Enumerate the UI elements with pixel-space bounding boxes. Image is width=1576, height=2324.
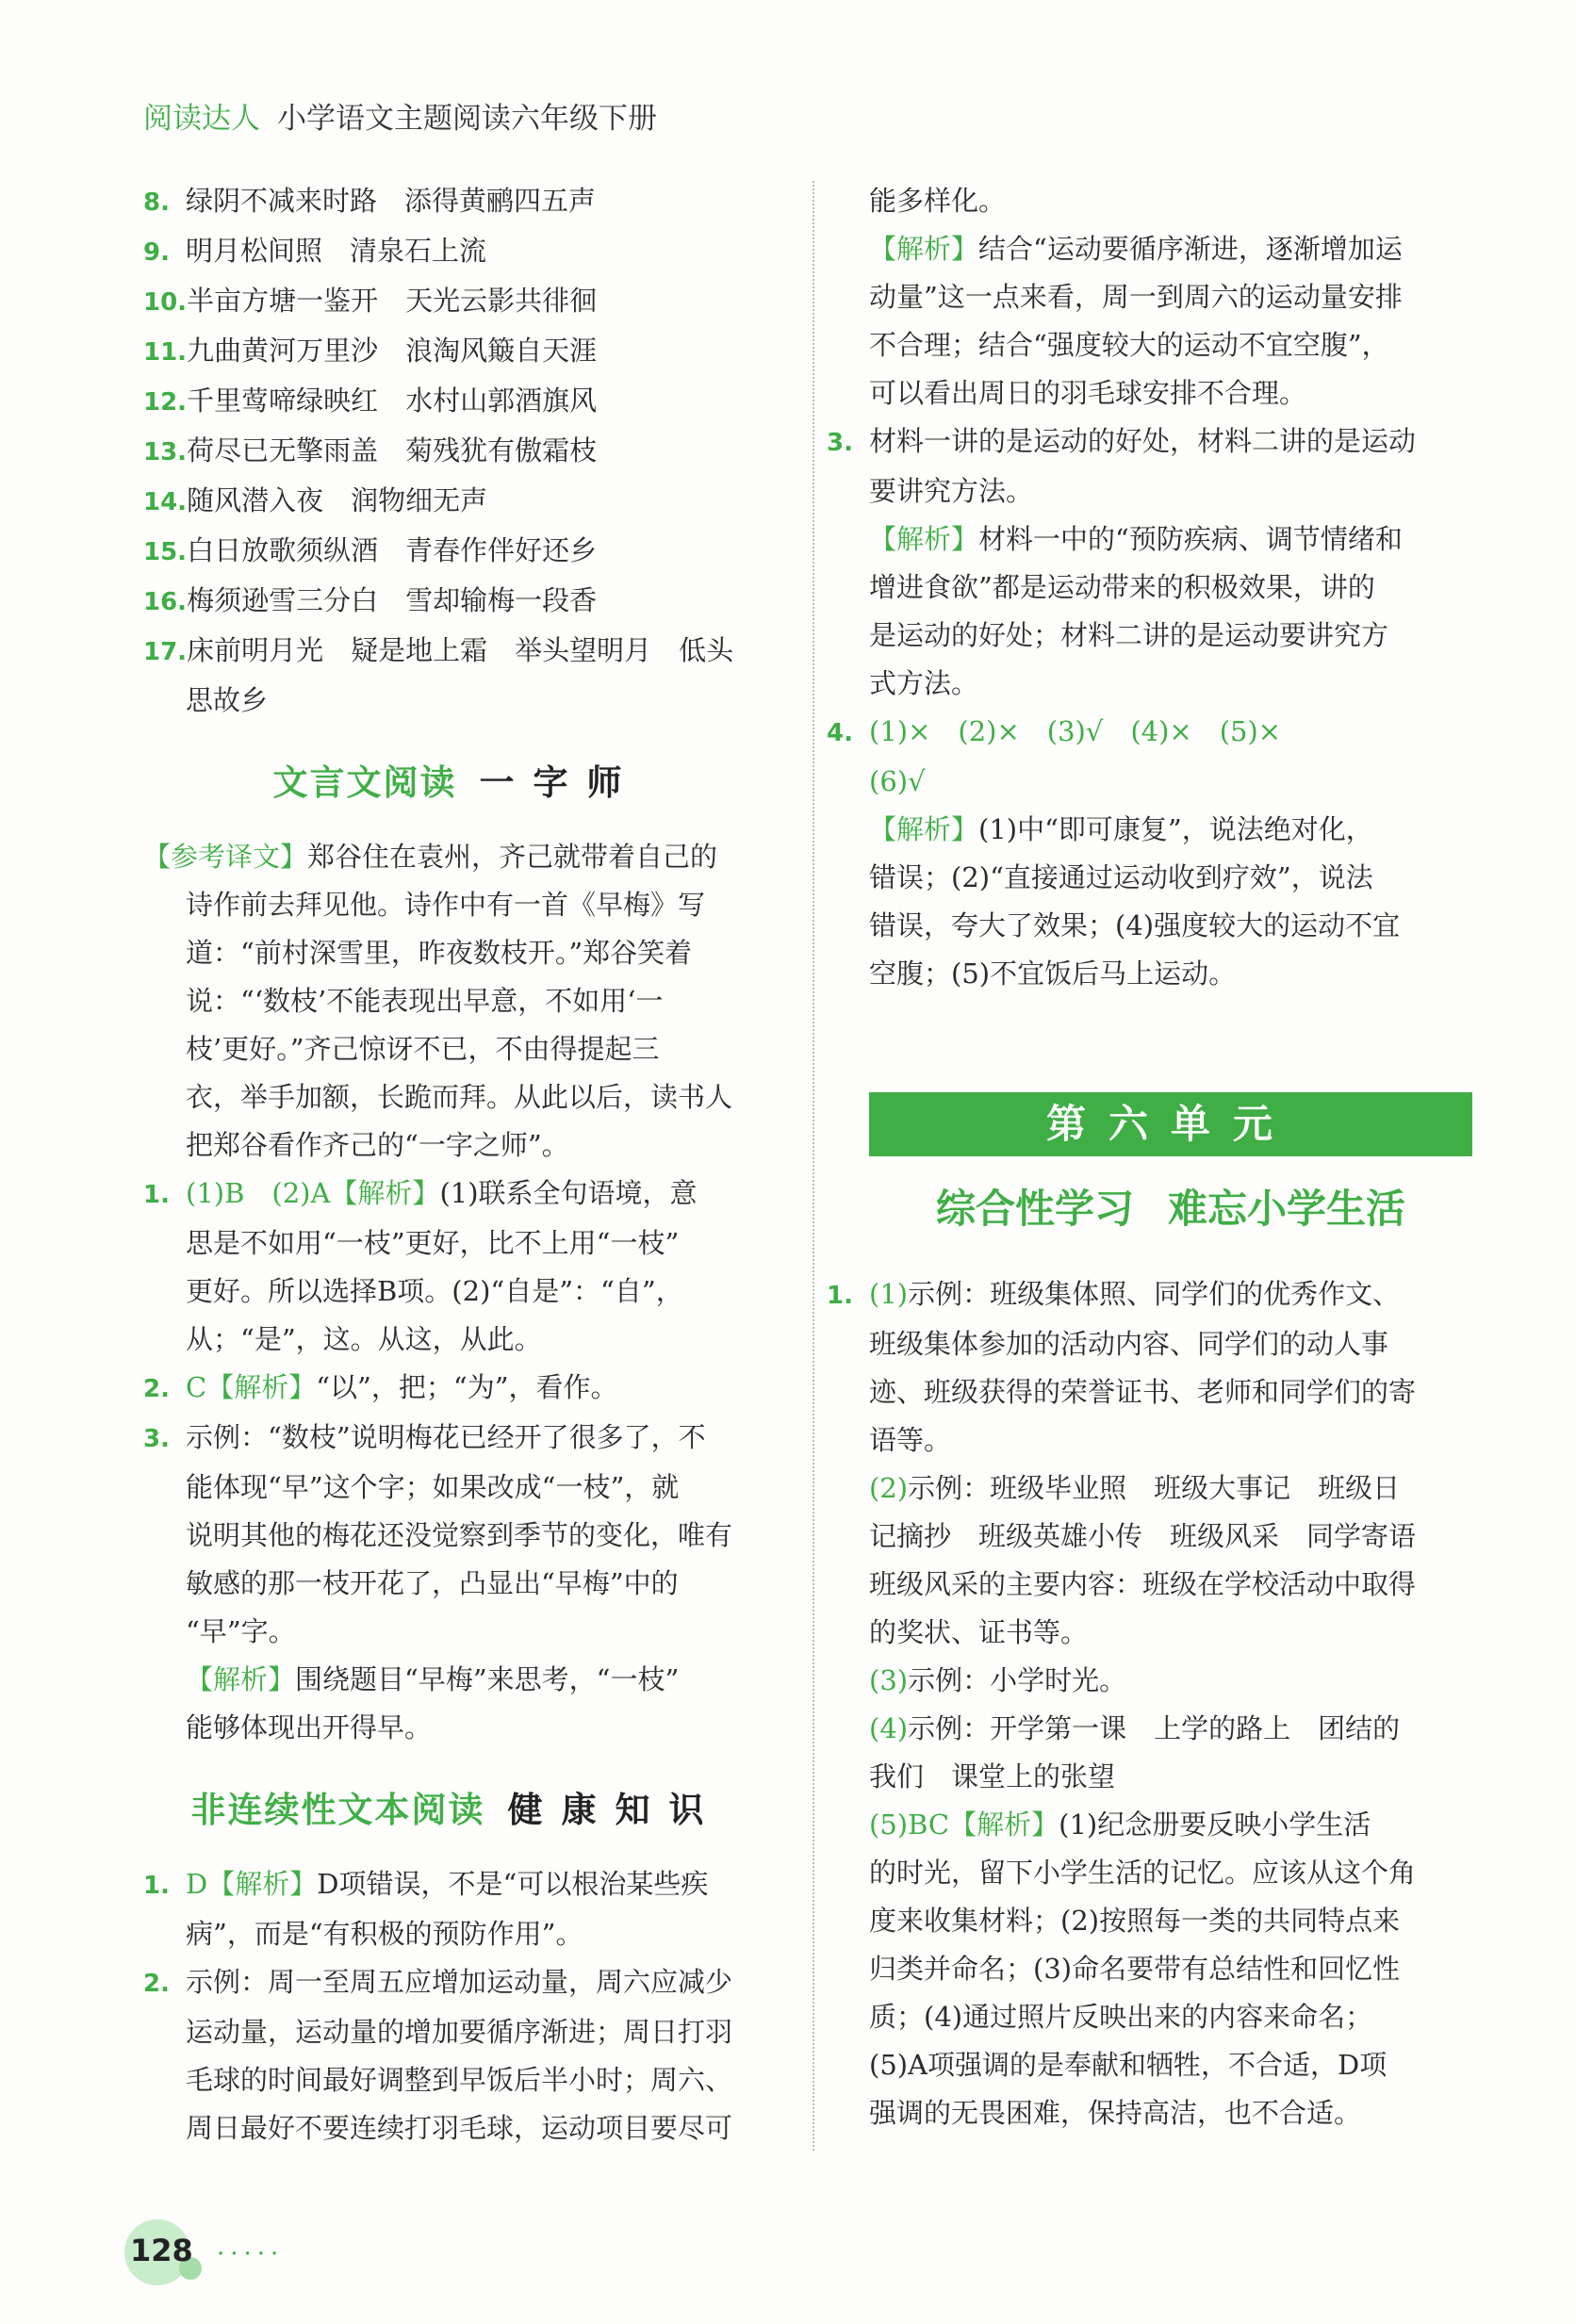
- poem-list: [143, 177, 770, 725]
- unit-question-1: 1. (1)示例：班级集体照、同学们的优秀作文、 班级集体参加的活动内容、同学们的动人事 迹、班级获得的荣誉证书、老师和同学们的寄 语等。 (2)示例：班级毕业照 班级大事记 班级日 记摘抄 班级英雄小传 班级风采 同学寄语 班级风采的主要内容：班级在学校活动中取得 的奖状、证书等。 (3)示例：小学时光。 (4)示例：开学第一课 上学的路上 团结的 我们 课堂上的张望 (5)BC【解析】(1)纪念册要反映小学生活 的时光，留下小学生活的记忆。应该从这个角 度来收集材料；(2)按照每一类的共同特点来 归类并命名；(3)命名要带有总结性和回忆性 质；(4)通过照片反映出来的内容来命名； (5)A项强调的是奉献和牺牲，不合适，D项 强调的无畏困难，保持高洁，也不合适。: [827, 1278, 1417, 2129]
- right-column: [827, 177, 1472, 2137]
- poem-item: 17.床前明月光 疑是地上霜 举头望明月 低头: [143, 634, 734, 666]
- header-title: 小学语文主题阅读六年级下册: [277, 102, 657, 136]
- health-question-2: 2. 示例：周一至周五应增加运动量，周六应减少 运动量，运动量的增加要循序渐进；周日打羽 毛球的时间最好调整到早饭后半小时；周六、 周日最好不要连续打羽毛球，运动项目要尽可: [143, 1966, 733, 2144]
- translation-block: 【参考译文】郑谷住在袁州，齐己就带着自己的 诗作前去拜见他。诗作中有一首《早梅》写 道：“前村深雪里，昨夜数枝开。”郑谷笑着 说：“‘数枝’不能表现出早意，不如用‘一 枝’更好。”齐己惊讶不已，不由得提起三 衣，举手加额，长跪而拜。从此以后，读书人 把郑谷看作齐己的“一字之师”。: [143, 841, 733, 1161]
- poem-item: 12.千里莺啼绿映红 水村山郭酒旗风: [143, 385, 598, 417]
- header-brand: 阅读达人: [143, 102, 260, 136]
- answer: C: [186, 1371, 207, 1403]
- poem-item: 13.荷尽已无擎雨盖 菊残犹有傲霜枝: [143, 434, 598, 466]
- analysis-label: 【解析】: [186, 1663, 296, 1695]
- left-column: [143, 177, 770, 2152]
- health-question-2-cont: 能多样化。 【解析】结合“运动要循序渐进，逐渐增加运 动量”这一点来看，周一到周六的运动量安排 不合理；结合“强度较大的运动不宜空腹”， 可以看出周日的羽毛球安排不合理。: [869, 185, 1403, 409]
- poem-item-cont: 思故乡: [186, 684, 269, 716]
- analysis-label: 【解析】: [869, 523, 979, 555]
- analysis-label: 【解析】: [869, 233, 979, 265]
- question-2: 2. C【解析】“以”，把；“为”，看作。: [143, 1371, 618, 1403]
- analysis-label: 【解析】: [330, 1177, 440, 1209]
- answer: (1)× (2)× (3)√ (4)× (5)×: [869, 715, 1282, 747]
- unit-subtitle: 综合性学习 难忘小学生活: [935, 1186, 1406, 1232]
- poem-item: 15.白日放歌须纵酒 青春作伴好还乡: [143, 534, 598, 566]
- page-number: 128 ·····: [123, 2219, 207, 2304]
- column-divider: [813, 181, 814, 2151]
- running-header: [143, 94, 657, 137]
- health-question-4: 4. (1)× (2)× (3)√ (4)× (5)× (6)√ 【解析】(1)中“即可康复”，说法绝对化， 错误；(2)“直接通过运动收到疗效”，说法 错误，夸大了效果；(4)强度较大的运动不宜 空腹；(5)不宜饭后马上运动。: [827, 715, 1401, 990]
- analysis-label: 【解析】: [207, 1868, 318, 1900]
- question-1: 1. (1)B (2)A【解析】(1)联系全句语境，意 思是不如用“一枝”更好，比不上用“一枝” 更好。所以选择B项。(2)“自是”：“自”， 从；“是”，这。从这，从此。: [143, 1177, 698, 1355]
- analysis-label: 【解析】: [206, 1371, 317, 1403]
- question-3: 3. 示例：“数枝”说明梅花已经开了很多了，不 能体现“早”这个字；如果改成“一枝”，就 说明其他的梅花还没觉察到季节的变化，唯有 敏感的那一枝开花了，凸显出“早梅”中的 “早”字。 【解析】围绕题目“早梅”来思考，“一枝” 能够体现出开得早。: [143, 1421, 733, 1743]
- health-question-1: 1. D【解析】D项错误，不是“可以根治某些疾 病”，而是“有积极的预防作用”。: [143, 1868, 709, 1950]
- translation-label: 【参考译文】: [143, 841, 308, 873]
- section-title-wenyanwen: 文言文阅读 一字师: [272, 761, 641, 803]
- analysis-label: 【解析】: [949, 1808, 1059, 1841]
- poem-item: 16.梅须逊雪三分白 雪却输梅一段香: [143, 584, 598, 616]
- poem-item: 9. 明月松间照 清泉石上流: [143, 235, 487, 267]
- answer: (1)B (2)A: [186, 1177, 331, 1209]
- poem-item: 14.随风潜入夜 润物细无声: [143, 484, 488, 516]
- unit-banner: 第六单元: [869, 1092, 1472, 1156]
- health-question-3: 3. 材料一讲的是运动的好处，材料二讲的是运动 要讲究方法。 【解析】材料一中的“预防疾病、调节情绪和 增进食欲”都是运动带来的积极效果，讲的 是运动的好处；材料二讲的是运动要讲究方 式方法。: [827, 425, 1417, 699]
- poem-item: 11.九曲黄河万里沙 浪淘风簸自天涯: [143, 335, 598, 367]
- poem-item: 10.半亩方塘一鉴开 天光云影共徘徊: [143, 285, 598, 317]
- poem-item: 8. 绿阴不减来时路 添得黄鹂四五声: [143, 185, 597, 217]
- section-title-feilianxu: 非连续性文本阅读 健康知识: [190, 1789, 723, 1830]
- analysis-label: 【解析】: [869, 813, 979, 845]
